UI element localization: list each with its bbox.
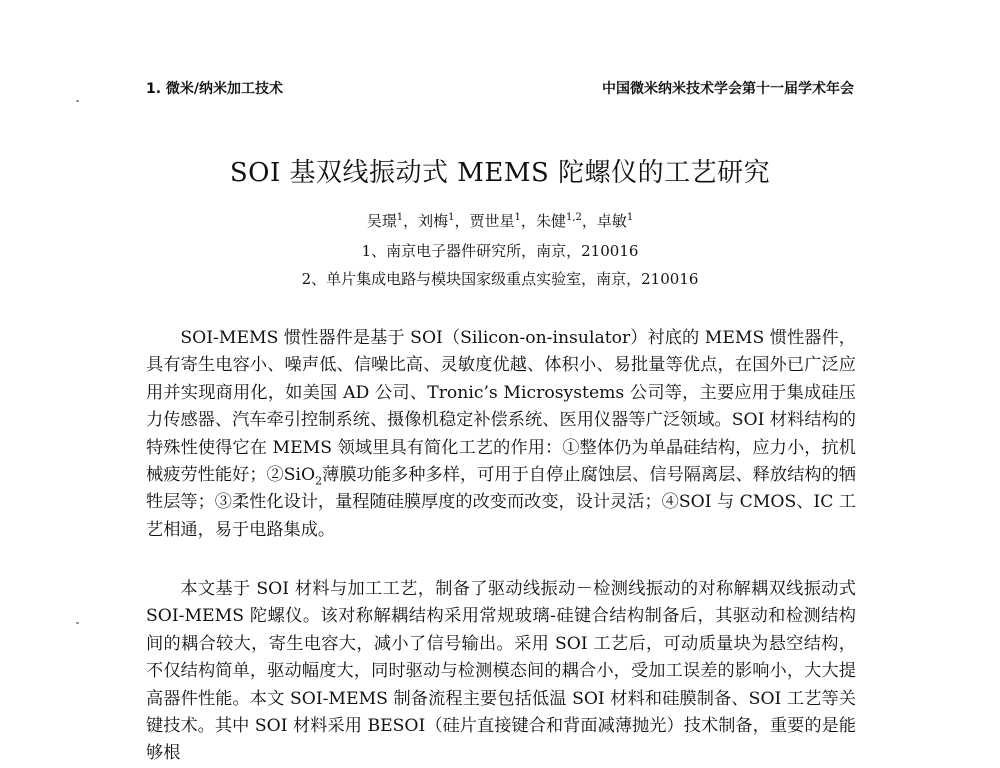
author-affiliation-mark: 1 <box>626 212 634 223</box>
author-separator: ， <box>581 212 597 230</box>
body-paragraph-1 <box>146 325 856 544</box>
paragraph-1-text-a: SOI-MEMS 惯性器件是基于 SOI（Silicon-on-insulator）衬底的 MEMS 惯性器件，具有寄生电容小、噪声低、信噪比高、灵敏度优越、体积小、易批量等优点，在国外已广泛应用并实现商用化，如美国 AD 公司、Tronic’s Microsystems 公司等，主要应用于集成硅压力传感器、汽车牵引控制系统、摄像机稳定补偿系统、医用仪器等广泛领域。SOI 材料结构的特殊性使得它在 MEMS 领域里具有简化工艺的作用：①整体仍为单晶硅结构，应力小，抗机械疲劳性能好；②SiO <box>146 328 856 486</box>
running-header <box>146 78 854 98</box>
scan-margin-mark <box>76 622 79 624</box>
body-paragraph-2: 本文基于 SOI 材料与加工工艺，制备了驱动线振动－检测线振动的对称解耦双线振动式 SOI-MEMS 陀螺仪。该对称解耦结构采用常规玻璃-硅键合结构制备后，其驱动和检测结构间的耦合较大，寄生电容大，减小了信号输出。采用 SOI 工艺后，可动质量块为悬空结构，不仅结构简单，驱动幅度大，同时驱动与检测模态间的耦合小，受加工误差的影响小，大大提高器件性能。本文 SOI-MEMS 制备流程主要包括低温 SOI 材料和硅膜制备、SOI 工艺等关键技术。其中 SOI 材料采用 BESOI（硅片直接键合和背面减薄抛光）技术制备，重要的是能够根 <box>146 579 856 764</box>
author-name: 刘梅 <box>418 212 449 230</box>
author-affiliation-mark: 1 <box>514 212 521 223</box>
author-affiliation-mark: 1,2 <box>565 212 582 223</box>
paper-title: SOI 基双线振动式 MEMS 陀螺仪的工艺研究 <box>229 158 771 188</box>
scan-margin-mark <box>76 100 79 102</box>
sio2-subscript: 2 <box>315 474 323 488</box>
author-name: 朱健 <box>535 212 566 230</box>
author <box>597 212 633 230</box>
author-name: 吴璟 <box>366 212 397 230</box>
affiliation-2: 2、单片集成电路与模块国家级重点实验室，南京，210016 <box>301 270 699 288</box>
author-separator: ， <box>454 212 470 230</box>
author-affiliation-mark: 1 <box>448 212 455 223</box>
header-conference-name: 中国微米纳米技术学会第十一届学术年会 <box>602 81 854 97</box>
author-separator: ， <box>403 212 419 230</box>
author-name: 卓敏 <box>596 212 627 230</box>
author-separator: ， <box>520 212 536 230</box>
author <box>536 212 582 230</box>
paragraph-1-text-b: 薄膜功能多种多样，可用于自停止腐蚀层、信号隔离层、释放结构的牺牲层等；③柔性化设计，量程随硅膜厚度的改变而改变，设计灵活；④SOI 与 CMOS、IC 工艺相通，易于电路集成。 <box>146 465 856 540</box>
author <box>418 212 454 230</box>
author-affiliation-mark: 1 <box>396 212 404 223</box>
affiliation-1: 1、南京电子器件研究所，南京，210016 <box>361 242 639 260</box>
author-list <box>0 210 1000 231</box>
author <box>470 212 521 230</box>
author-name: 贾世星 <box>469 212 515 230</box>
author <box>367 212 403 230</box>
header-section-label: 1. 微米/纳米加工技术 <box>146 81 284 97</box>
